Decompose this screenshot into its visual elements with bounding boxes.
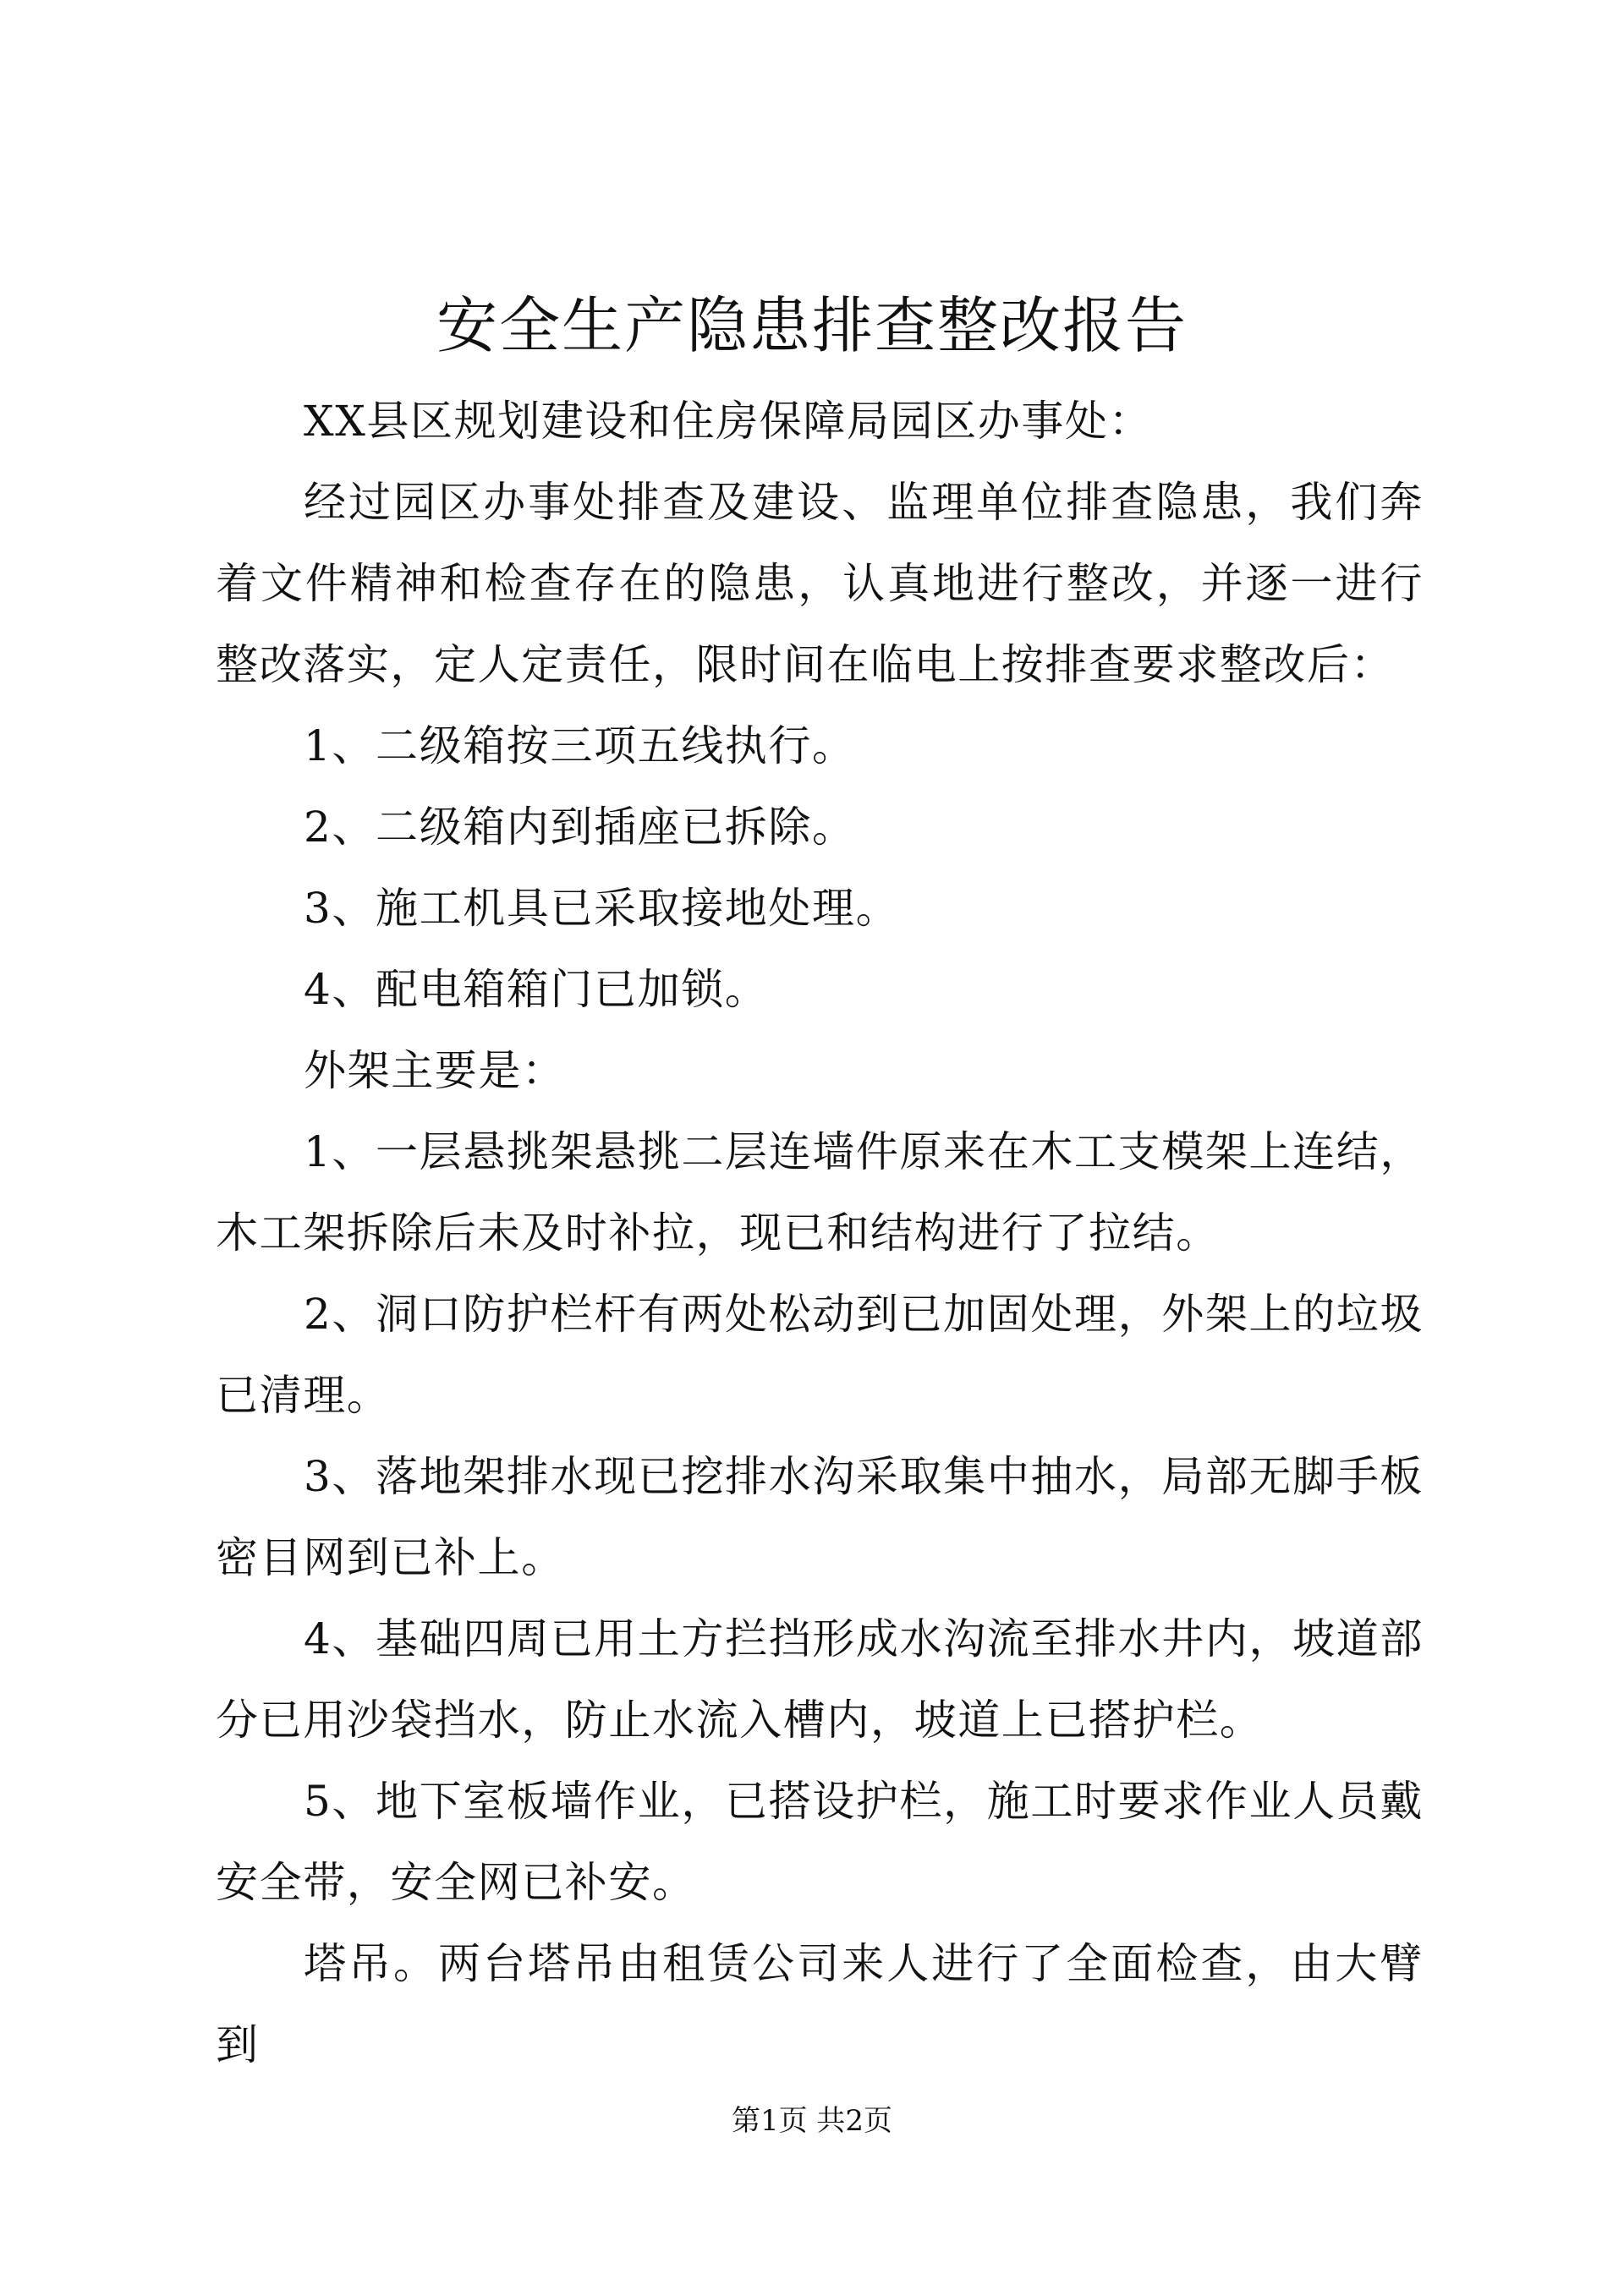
scaffold-heading: 外架主要是： xyxy=(304,1046,566,1095)
scaffold-item-1: 1、一层悬挑架悬挑二层连墙件原来在木工支模架上连结，木工架拆除后未及时补拉，现已和结构进行了拉结。 xyxy=(216,1127,1424,1258)
scaffold-item-5: 5、地下室板墙作业，已搭设护栏，施工时要求作业人员戴安全带，安全网已补安。 xyxy=(216,1777,1424,1907)
electrical-item-2: 2、二级箱内到插座已拆除。 xyxy=(304,803,856,852)
intro-paragraph: 经过园区办事处排查及建设、监理单位排查隐患，我们奔着文件精神和检查存在的隐患，认真地进行整改，并逐一进行整改落实，定人定责任，限时间在临电上按排查要求整改后： xyxy=(216,478,1424,689)
scaffold-item-4: 4、基础四周已用土方拦挡形成水沟流至排水井内，坡道部分已用沙袋挡水，防止水流入槽内，坡道上已搭护栏。 xyxy=(216,1614,1424,1745)
document-body xyxy=(216,381,1424,2085)
tower-crane-paragraph: 塔吊。两台塔吊由租赁公司来人进行了全面检查，由大臂到 xyxy=(216,1939,1424,2069)
addressee-line: XX县区规划建设和住房保障局园区办事处： xyxy=(304,397,1153,446)
electrical-item-1: 1、二级箱按三项五线执行。 xyxy=(304,721,856,770)
document-title: 安全生产隐患排查整改报告 xyxy=(436,290,1188,361)
electrical-item-4: 4、配电箱箱门已加锁。 xyxy=(304,965,769,1014)
scaffold-item-3: 3、落地架排水现已挖排水沟采取集中抽水，局部无脚手板密目网到已补上。 xyxy=(216,1452,1424,1582)
page-number-footer: 第1页 共2页 xyxy=(731,2104,893,2138)
electrical-item-3: 3、施工机具已采取接地处理。 xyxy=(304,884,900,933)
scaffold-item-2: 2、洞口防护栏杆有两处松动到已加固处理，外架上的垃圾已清理。 xyxy=(216,1290,1424,1420)
